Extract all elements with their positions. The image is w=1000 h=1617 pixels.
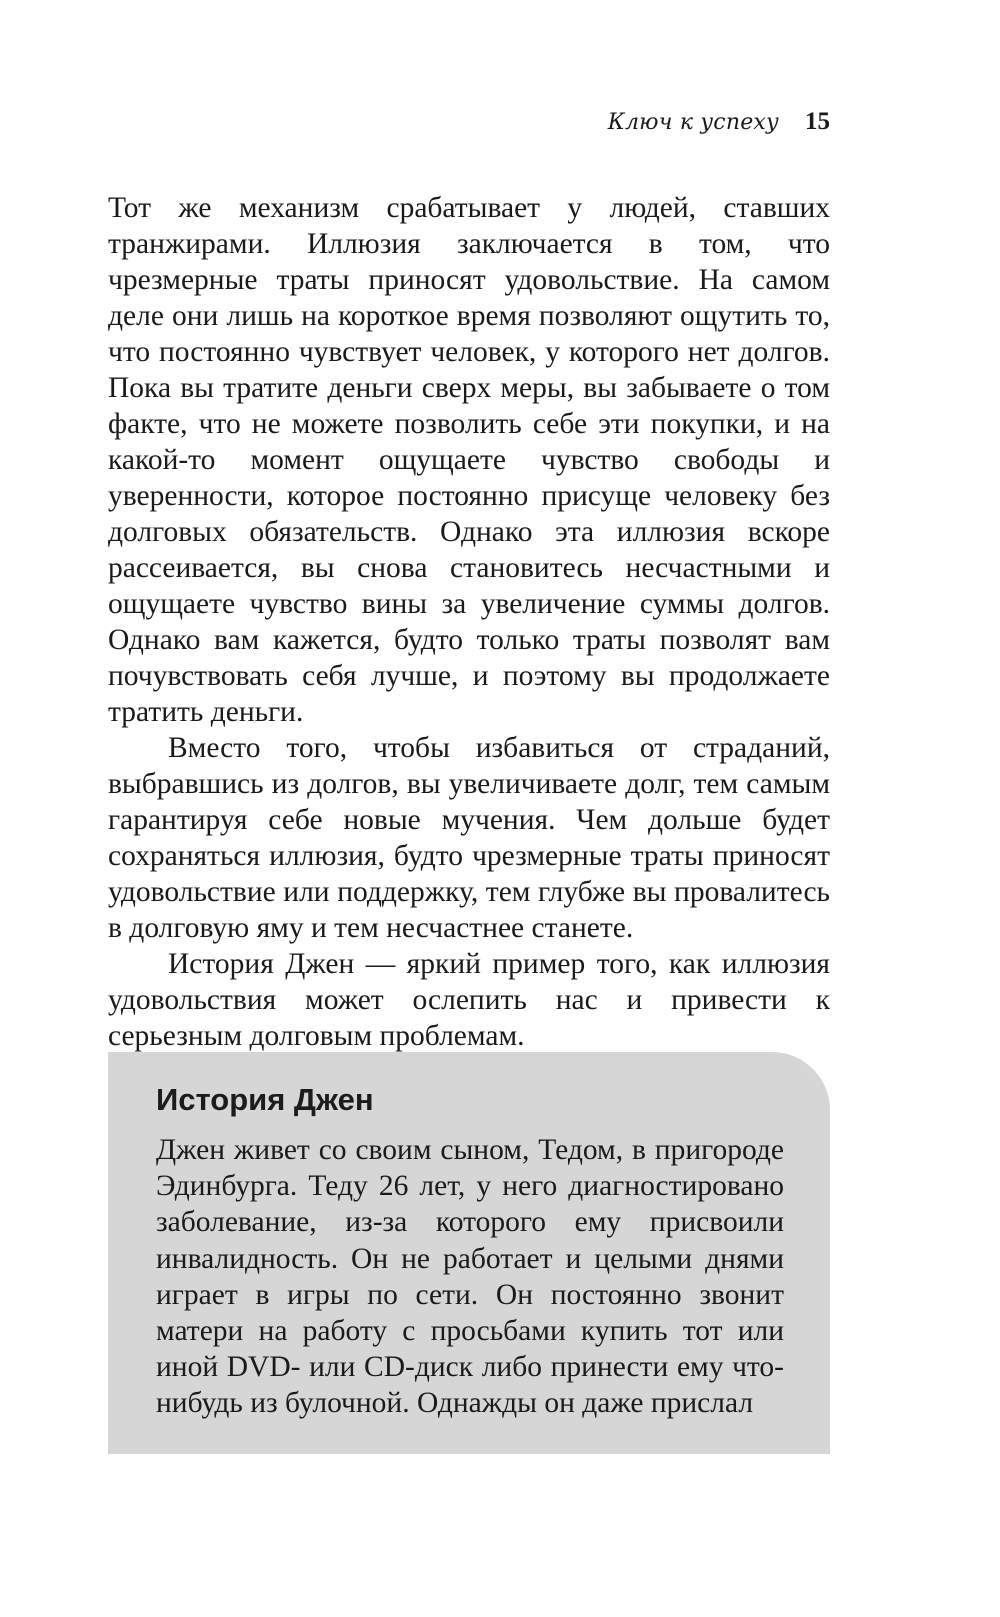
main-text bbox=[108, 190, 830, 1054]
sidebar-text: Джен живет со своим сыном, Тедом, в пригороде Эдинбурга. Теду 26 лет, у него диагностировано заболевание, из-за которого ему присвоили инвалидность. Он не работает и целыми днями играет в игры по сети. Он постоянно звонит матери на работу с просьбами купить тот или иной DVD- или CD-диск либо принести ему что-нибудь из булочной. Однажды он даже прислал bbox=[156, 1134, 784, 1420]
story-sidebar-box bbox=[108, 1052, 830, 1454]
paragraph-1: Тот же механизм срабатывает у людей, ставших транжирами. Иллюзия заключается в том, что чрезмерные траты приносят удовольствие. На самом деле они лишь на короткое время позволяют ощутить то, что постоянно чувствует человек, у которого нет долгов. Пока вы тратите деньги сверх меры, вы забываете о том факте, что не можете позволить себе эти покупки, и на какой-то момент ощущаете чувство свободы и уверенности, которое постоянно присуще человеку без долговых обязательств. Однако эта иллюзия вскоре рассеивается, вы снова становитесь несчастными и ощущаете чувство вины за увеличение суммы долгов. Однако вам кажется, будто только траты позволят вам почувствовать себя лучше, и поэтому вы продолжаете тратить деньги. bbox=[108, 192, 830, 728]
paragraph-2: Вместо того, чтобы избавиться от страданий, выбравшись из долгов, вы увеличиваете долг, тем самым гарантируя себе новые мучения. Чем дольше будет сохраняться иллюзия, будто чрезмерные траты приносят удовольствие или поддержку, тем глубже вы провалитесь в долговую яму и тем несчастнее станете. bbox=[108, 732, 830, 944]
page-number: 15 bbox=[805, 108, 830, 135]
paragraph-3: История Джен — яркий пример того, как иллюзия удовольствия может ослепить нас и привести к серьезным долговым проблемам. bbox=[108, 948, 830, 1052]
running-title: Ключ к успеху bbox=[607, 110, 779, 135]
sidebar-title: История Джен bbox=[156, 1082, 374, 1117]
running-header bbox=[608, 108, 830, 136]
